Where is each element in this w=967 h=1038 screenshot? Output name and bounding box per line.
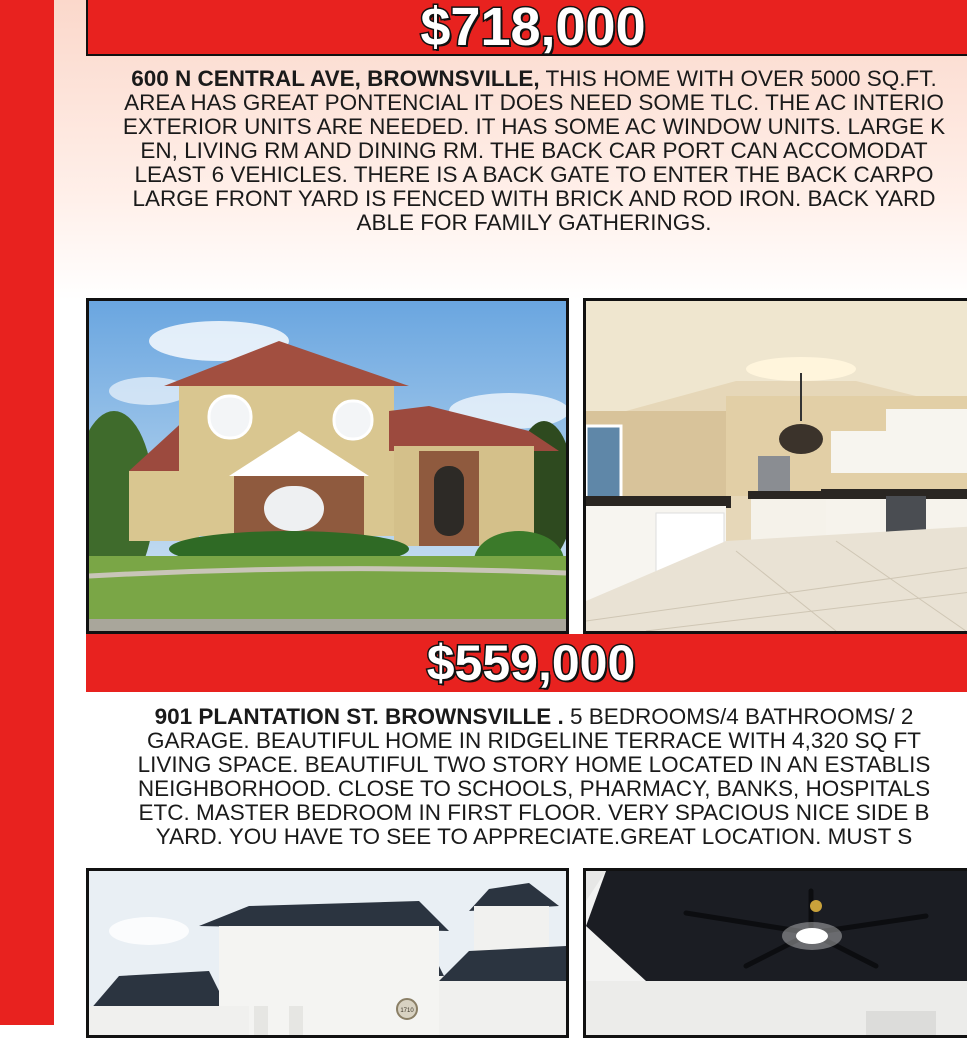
- photo-house-exterior-2: [86, 868, 569, 1038]
- description-line: YARD. YOU HAVE TO SEE TO APPRECIATE.GREAT LOCATION. MUST S: [155, 824, 913, 849]
- photo-house-exterior: [86, 298, 569, 634]
- description-text: 5 BEDROOMS/4 BATHROOMS/ 2: [563, 705, 914, 729]
- address-listing-1: 600 N CENTRAL AVE, BROWNSVILLE,: [131, 67, 540, 91]
- price-listing-2: $559,000: [426, 635, 636, 691]
- description-line: [86, 67, 967, 91]
- description-line: [86, 705, 967, 729]
- price-banner-listing-2: [86, 634, 967, 692]
- description-line: LEAST 6 VEHICLES. THERE IS A BACK GATE TO ENTER THE BACK CARPO: [134, 162, 934, 187]
- photo-living-room-ceiling: [583, 868, 967, 1038]
- description-line: EXTERIOR UNITS ARE NEEDED. IT HAS SOME AC WINDOW UNITS. LARGE K: [122, 114, 946, 139]
- description-text: THIS HOME WITH OVER 5000 SQ.FT.: [539, 67, 937, 91]
- description-line: ETC. MASTER BEDROOM IN FIRST FLOOR. VERY SPACIOUS NICE SIDE B: [138, 800, 930, 825]
- description-listing-1: [86, 67, 967, 235]
- description-line: LIVING SPACE. BEAUTIFUL TWO STORY HOME LOCATED IN AN ESTABLIS: [137, 752, 931, 777]
- description-line: NEIGHBORHOOD. CLOSE TO SCHOOLS, PHARMACY, BANKS, HOSPITALS: [137, 776, 931, 801]
- description-line: ABLE FOR FAMILY GATHERINGS.: [356, 210, 712, 235]
- price-banner-listing-1: [86, 0, 967, 56]
- left-red-bar: [0, 0, 54, 1025]
- description-line: GARAGE. BEAUTIFUL HOME IN RIDGELINE TERRACE WITH 4,320 SQ FT: [147, 728, 921, 753]
- house-number-plate: 1710: [400, 1008, 414, 1014]
- description-line: LARGE FRONT YARD IS FENCED WITH BRICK AND ROD IRON. BACK YARD: [132, 186, 936, 211]
- address-listing-2: 901 PLANTATION ST. BROWNSVILLE .: [154, 705, 564, 729]
- description-line: AREA HAS GREAT PONTENCIAL IT DOES NEED SOME TLC. THE AC INTERIO: [124, 90, 944, 115]
- description-listing-2: [86, 705, 967, 849]
- description-line: EN, LIVING RM AND DINING RM. THE BACK CAR PORT CAN ACCOMODAT: [140, 138, 928, 163]
- photo-kitchen-interior: [583, 298, 967, 634]
- price-listing-1: $718,000: [420, 0, 646, 57]
